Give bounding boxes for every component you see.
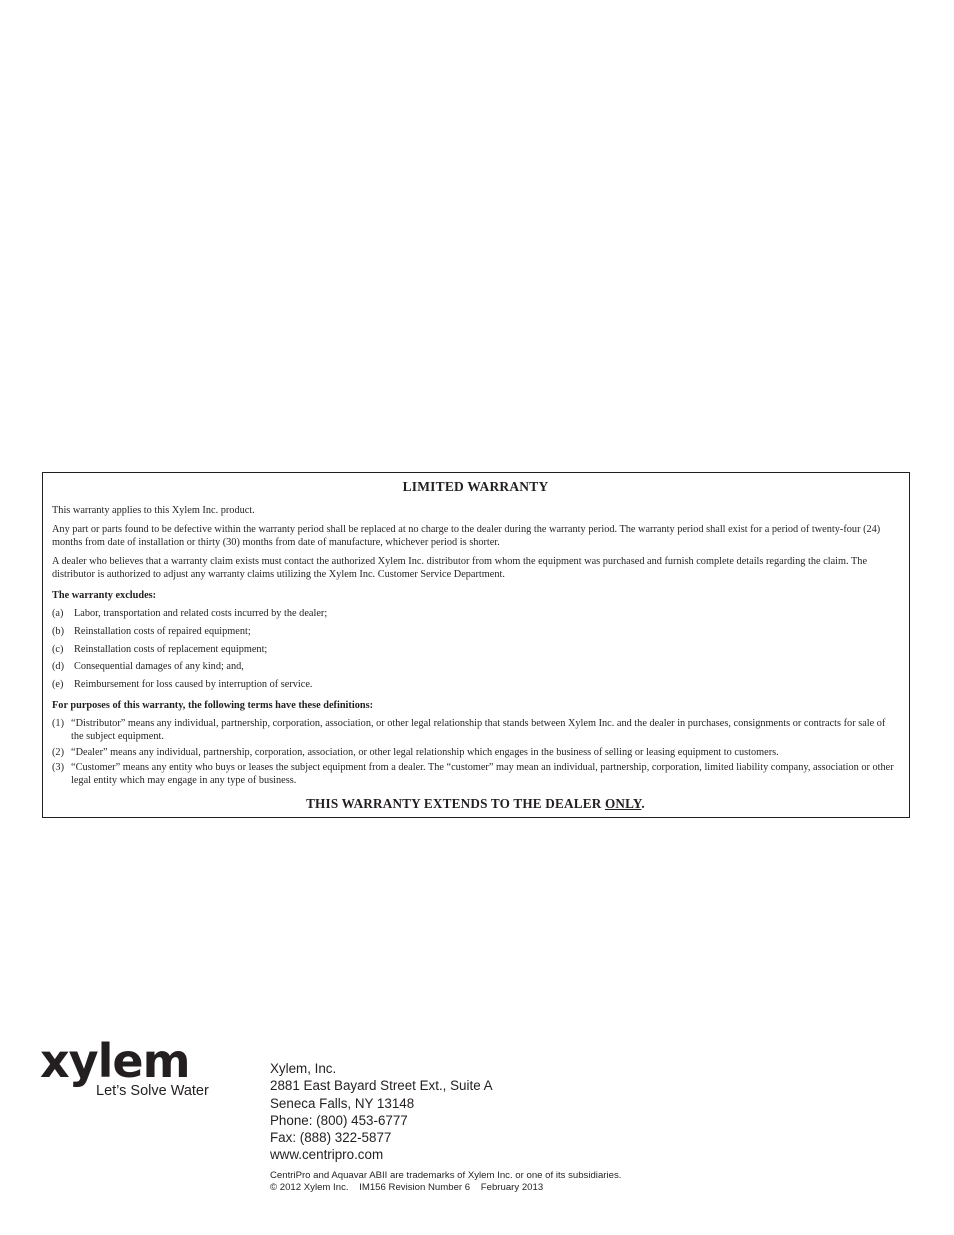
list-text: “Dealer” means any individual, partnership, corporation, association, or other legal relationship which engages in the business of selling or leasing equipment to customers. [71,746,779,758]
list-marker: (d) [52,661,65,673]
contact-block [270,1060,621,1195]
list-marker: (c) [52,643,64,655]
list-text: “Distributor” means any individual, partnership, corporation, association, or other legal relationship that stands between Xylem Inc. and the dealer in purchases, consignments or contracts for sale of the subject equipment. [71,718,886,743]
logo-wordmark: xylem [40,1034,190,1088]
list-text: “Customer” means any entity who buys or leases the subject equipment from a dealer. The “customer” may mean an individual, partnership, corporation, limited liability company, association or other legal entity which may engage in any type of business. [71,762,894,787]
warranty-paragraph: Any part or parts found to be defective within the warranty period shall be replaced at no charge to the dealer during the warranty period. The warranty period shall exist for a period of twenty-four (24) months from date of installation or thirty (30) months from date of manufacture, whichever period is shorter. [52,524,881,548]
definitions-list [52,717,899,787]
city-address: Seneca Falls, NY 13148 [270,1095,415,1111]
website-link[interactable]: www.centripro.com [270,1147,384,1163]
list-item [52,746,899,759]
list-text: Consequential damages of any kind; and, [74,661,244,673]
list-marker: (a) [52,608,64,619]
xylem-logo [40,1034,240,1106]
list-item [52,717,899,743]
footer-emphasis: ONLY [604,796,642,812]
list-marker: (1) [52,718,65,730]
copyright-notice: © 2012 Xylem Inc. IM156 Revision Number 6 February 2013 [270,1182,544,1194]
warranty-paragraph: A dealer who believes that a warranty claim exists must contact the authorized Xylem Inc. distributor from whom the equipment was purchased and furnish complete details regarding the claim. The distributor is authorized to adjust any warranty claims utilizing the Xylem Inc. Customer Service Department. [52,556,868,580]
list-text: Reimbursement for loss caused by interruption of service. [74,679,313,691]
warranty-title: LIMITED WARRANTY [402,479,549,494]
footer-end: . [641,796,645,812]
list-marker: (2) [52,746,65,758]
phone-number: Phone: (800) 453-6777 [270,1112,408,1128]
fax-number: Fax: (888) 322-5877 [270,1130,392,1146]
logo-tagline: Let’s Solve Water [96,1083,209,1099]
list-text: Labor, transportation and related costs incurred by the dealer; [74,608,328,619]
list-marker: (b) [52,625,65,637]
excludes-heading: The warranty excludes: [52,590,157,601]
company-name: Xylem, Inc. [270,1061,337,1076]
excludes-list [52,607,899,691]
limited-warranty-box [42,472,910,818]
list-item [52,643,899,656]
list-item [52,761,899,787]
list-item [52,607,899,620]
list-marker: (e) [52,679,64,691]
list-text: Reinstallation costs of repaired equipment; [74,625,251,637]
warranty-paragraph: This warranty applies to this Xylem Inc. product. [52,505,255,516]
list-item [52,678,899,691]
list-marker: (3) [52,762,65,774]
warranty-footer [52,796,899,812]
footer-text: THIS WARRANTY EXTENDS TO THE DEALER [306,796,605,812]
street-address: 2881 East Bayard Street Ext., Suite A [270,1078,493,1094]
list-item [52,660,899,673]
list-text: Reinstallation costs of replacement equipment; [74,643,268,655]
definitions-heading: For purposes of this warranty, the following terms have these definitions: [52,700,374,712]
list-item [52,625,899,638]
trademark-notice: CentriPro and Aquavar ABII are trademarks of Xylem Inc. or one of its subsidiaries. [270,1169,622,1181]
